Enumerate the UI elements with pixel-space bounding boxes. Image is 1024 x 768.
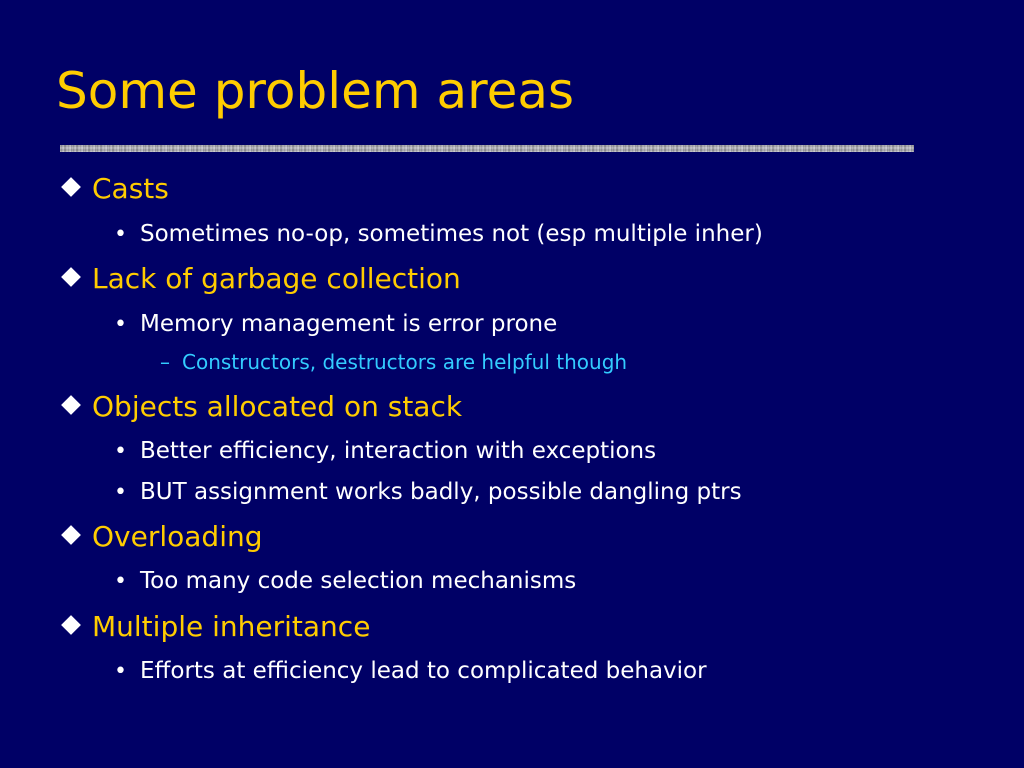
diamond-bullet-icon xyxy=(61,395,81,415)
bullet-text: Multiple inheritance xyxy=(92,610,371,643)
sub-bullet xyxy=(114,219,763,250)
sub-bullet-text: Efforts at efficiency lead to complicated behavior xyxy=(140,658,707,684)
sub-bullet xyxy=(114,566,576,597)
slide-title: Some problem areas xyxy=(56,62,575,120)
title-divider xyxy=(60,145,914,152)
bullet-text: Overloading xyxy=(92,520,263,553)
dot-bullet-icon: • xyxy=(114,222,127,247)
sub-bullet-text: Too many code selection mechanisms xyxy=(140,568,577,594)
sub-bullet-text: Memory management is error prone xyxy=(140,311,558,337)
bullet-multiple-inheritance xyxy=(58,609,370,645)
sub-bullet-text: BUT assignment works badly, possible dangling ptrs xyxy=(140,479,742,505)
dot-bullet-icon: • xyxy=(114,312,127,337)
diamond-bullet-icon xyxy=(61,177,81,197)
dot-bullet-icon: • xyxy=(114,659,127,684)
bullet-text: Objects allocated on stack xyxy=(92,390,463,423)
dot-bullet-icon: • xyxy=(114,439,127,464)
dot-bullet-icon: • xyxy=(114,569,127,594)
dot-bullet-icon: • xyxy=(114,480,127,505)
sub-sub-bullet-text: Constructors, destructors are helpful though xyxy=(182,350,628,374)
bullet-objects-on-stack xyxy=(58,389,462,425)
sub-bullet xyxy=(114,656,707,687)
sub-bullet-text: Better efficiency, interaction with exceptions xyxy=(140,438,657,464)
bullet-text: Casts xyxy=(92,172,169,205)
diamond-bullet-icon xyxy=(61,615,81,635)
diamond-bullet-icon xyxy=(61,267,81,287)
dash-bullet-icon: – xyxy=(160,350,170,374)
sub-sub-bullet xyxy=(160,349,627,375)
bullet-garbage-collection xyxy=(58,261,461,297)
bullet-casts xyxy=(58,171,169,207)
bullet-text: Lack of garbage collection xyxy=(92,262,461,295)
bullet-overloading xyxy=(58,519,263,555)
sub-bullet-text: Sometimes no-op, sometimes not (esp multiple inher) xyxy=(140,221,763,247)
sub-bullet xyxy=(114,436,656,467)
diamond-bullet-icon xyxy=(61,525,81,545)
sub-bullet xyxy=(114,477,742,508)
sub-bullet xyxy=(114,309,557,340)
